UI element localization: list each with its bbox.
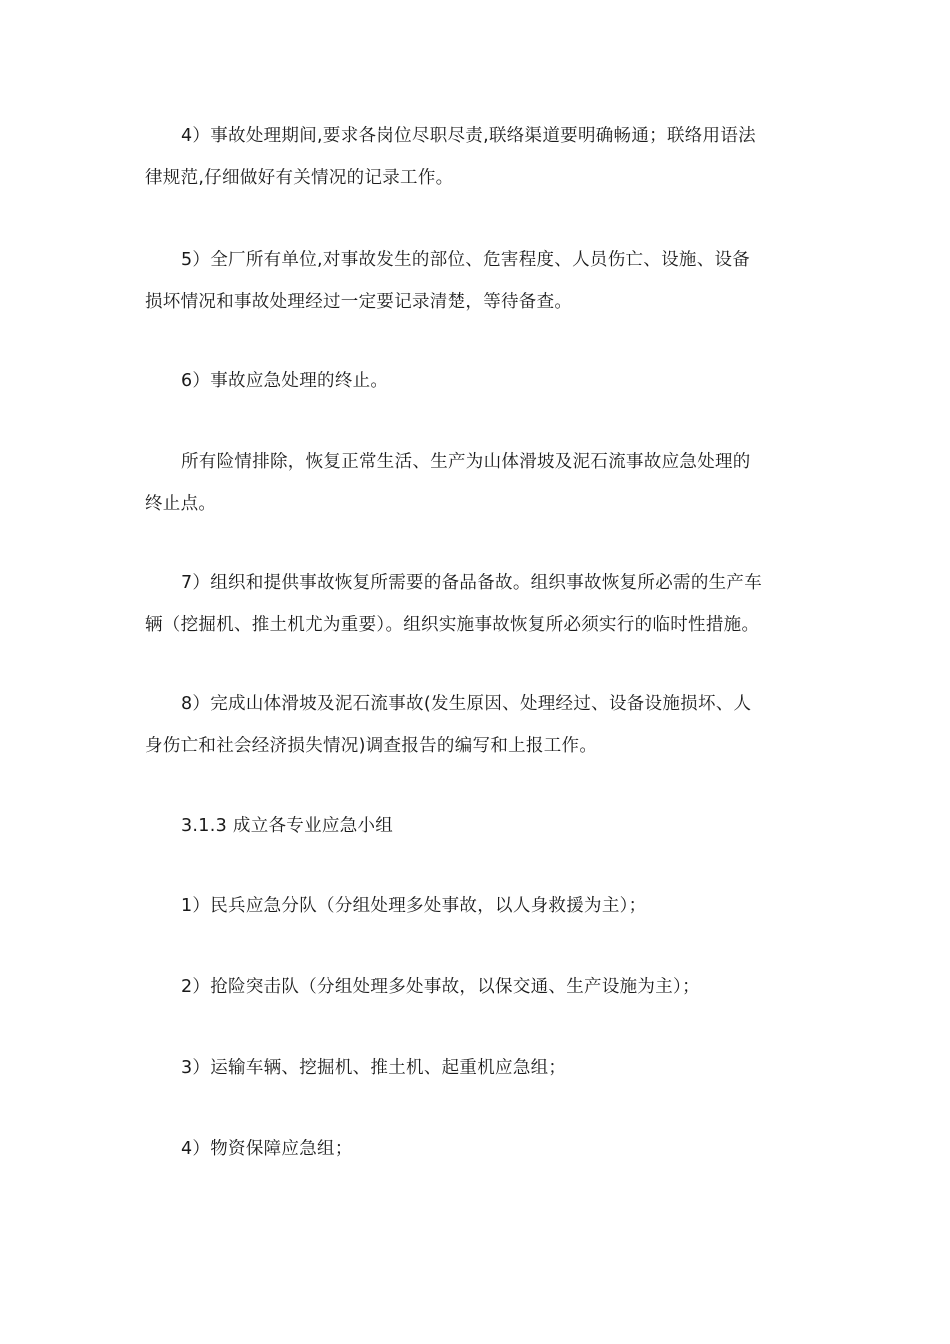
paragraph-line: 所有险情排除，恢复正常生活、生产为山体滑坡及泥石流事故应急处理的	[181, 452, 751, 472]
paragraph-line: 2）抢险突击队（分组处理多处事故，以保交通、生产设施为主）；	[181, 977, 700, 997]
paragraph-line: 终止点。	[145, 494, 217, 514]
paragraph-line: 7）组织和提供事故恢复所需要的备品备故。组织事故恢复所必需的生产车	[181, 573, 763, 593]
paragraph-item-5-damage-record	[145, 239, 825, 323]
list-item-militia-team	[145, 885, 825, 927]
list-item-vehicle-team	[145, 1047, 825, 1089]
paragraph-line: 律规范,仔细做好有关情况的记录工作。	[145, 168, 454, 188]
paragraph-line: 3）运输车辆、挖掘机、推土机、起重机应急组；	[181, 1058, 567, 1078]
paragraph-line: 3.1.3 成立各专业应急小组	[181, 816, 394, 836]
paragraph-line: 4）物资保障应急组；	[181, 1139, 353, 1159]
paragraph-item-6-termination	[145, 360, 825, 402]
paragraph-line: 5）全厂所有单位,对事故发生的部位、危害程度、人员伤亡、设施、设备	[181, 250, 751, 270]
paragraph-line: 身伤亡和社会经济损失情况)调查报告的编写和上报工作。	[145, 736, 598, 756]
paragraph-line: 1）民兵应急分队（分组处理多处事故，以人身救援为主）；	[181, 896, 647, 916]
paragraph-item-4-recording	[145, 115, 825, 199]
list-item-supply-team	[145, 1128, 825, 1170]
paragraph-item-8-report	[145, 683, 825, 767]
paragraph-line: 6）事故应急处理的终止。	[181, 371, 389, 391]
paragraph-line: 8）完成山体滑坡及泥石流事故(发生原因、处理经过、设备设施损坏、人	[181, 694, 752, 714]
section-heading-3-1-3	[145, 805, 825, 847]
paragraph-line: 4）事故处理期间,要求各岗位尽职尽责,联络渠道要明确畅通；联络用语法	[181, 126, 756, 146]
paragraph-item-7-recovery	[145, 562, 825, 646]
paragraph-line: 损坏情况和事故处理经过一定要记录清楚，等待备查。	[145, 292, 573, 312]
paragraph-line: 辆（挖掘机、推土机尤为重要）。组织实施事故恢复所必须实行的临时性措施。	[145, 615, 760, 635]
list-item-rescue-team	[145, 966, 825, 1008]
paragraph-termination-point	[145, 441, 825, 525]
